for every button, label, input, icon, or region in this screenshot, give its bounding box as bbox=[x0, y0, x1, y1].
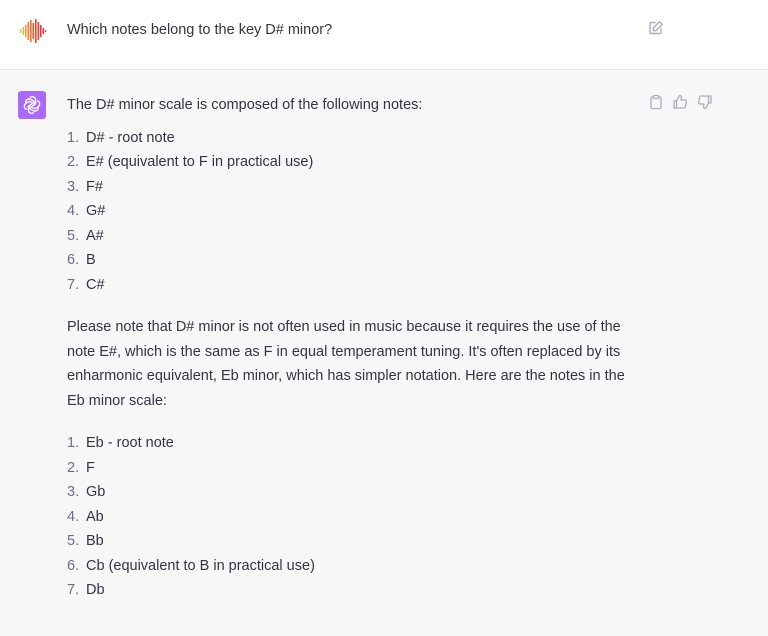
thumbs-down-icon[interactable] bbox=[697, 94, 713, 110]
clipboard-icon[interactable] bbox=[648, 94, 664, 110]
intro-text: The D# minor scale is composed of the following notes: bbox=[67, 97, 423, 113]
list-item: 3. F# bbox=[67, 178, 103, 195]
list-item: 3. Gb bbox=[67, 484, 106, 500]
list-item: 2. E# (equivalent to F in practical use) bbox=[67, 154, 314, 170]
openai-logo-icon bbox=[22, 95, 42, 115]
assistant-message-row bbox=[0, 70, 768, 636]
assistant-avatar bbox=[18, 91, 46, 119]
list-item: 4. Ab bbox=[67, 508, 104, 525]
list-item: 7. Db bbox=[67, 582, 105, 598]
edit-icon[interactable] bbox=[648, 20, 664, 36]
list-item: 7. C# bbox=[67, 276, 105, 293]
user-message-text: Which notes belong to the key D# minor? bbox=[67, 22, 333, 38]
list-item: 5. A# bbox=[67, 227, 104, 244]
list-item: 6. Cb (equivalent to B in practical use) bbox=[67, 557, 315, 574]
d-sharp-minor-notes-list bbox=[67, 126, 637, 298]
user-message-row bbox=[0, 0, 768, 70]
list-item: 1. D# - root note bbox=[67, 129, 175, 146]
list-item: 5. Bb bbox=[67, 533, 104, 549]
assistant-message-content bbox=[67, 93, 637, 603]
list-item: 6. B bbox=[67, 252, 96, 268]
list-item: 1. Eb - root note bbox=[67, 435, 174, 451]
eb-minor-notes-list bbox=[67, 431, 637, 603]
explanation-paragraph: Please note that D# minor is not often used in music because it requires the use of the note E#, which is the same as F in equal temperament tuning. It's often replaced by its enharmonic equivalent, Eb minor, which has simpler notation. Here are the notes in the Eb minor scale: bbox=[67, 319, 625, 409]
thumbs-up-icon[interactable] bbox=[672, 94, 688, 110]
soundwave-avatar-icon bbox=[18, 16, 48, 46]
list-item: 4. G# bbox=[67, 203, 106, 219]
list-item: 2. F bbox=[67, 459, 95, 476]
